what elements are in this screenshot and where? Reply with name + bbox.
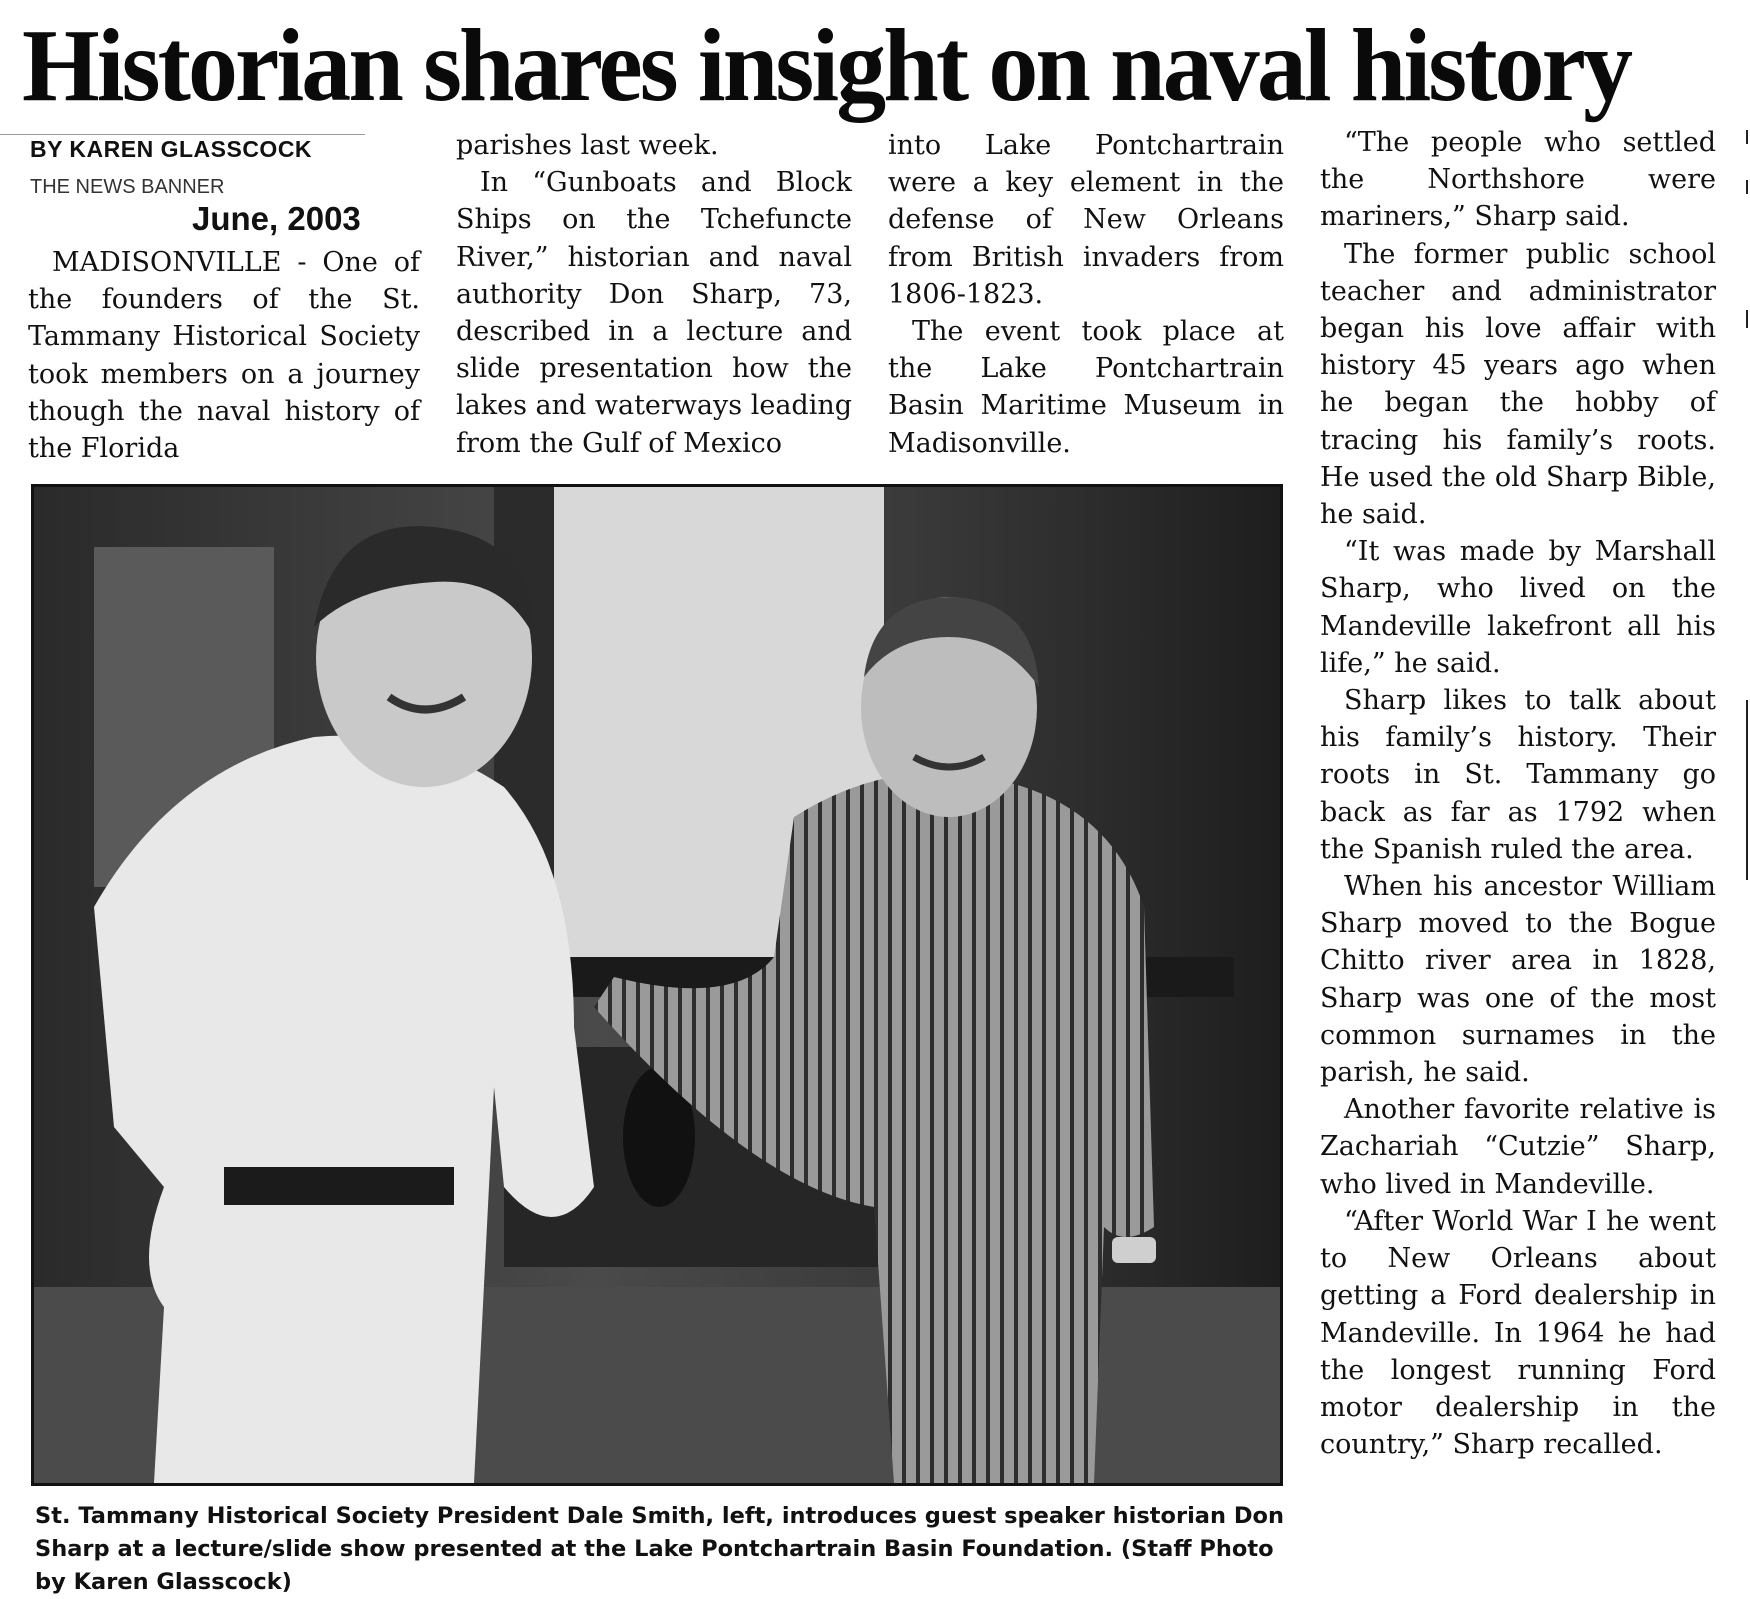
paragraph: When his ancestor William Sharp moved to the Bogue Chitto river area in 1828, Sharp was one of the most common surnames in the parish, he said.	[1320, 871, 1716, 1089]
paragraph: The event took place at the Lake Pontchartrain Basin Maritime Museum in Madisonville.	[888, 316, 1284, 459]
paragraph: Sharp likes to talk about his family’s history. Their roots in St. Tammany go back as far as 1792 when the Spanish ruled the area.	[1320, 685, 1716, 865]
article-column-2	[456, 127, 852, 462]
news-photo	[31, 484, 1283, 1486]
edge-mark	[1746, 700, 1748, 880]
paragraph: parishes last week.	[456, 130, 719, 161]
top-rule	[0, 134, 365, 135]
byline: BY KAREN GLASSCOCK	[30, 136, 313, 162]
publication-date: June, 2003	[192, 200, 361, 237]
article-column-1	[28, 244, 420, 467]
photo-illustration	[34, 487, 1280, 1483]
paragraph: In “Gunboats and Block Ships on the Tchefuncte River,” historian and naval authority Don Sharp, 73, described in a lecture and slide presentation how the lakes and waterways leading from the Gulf of Mexico	[456, 167, 853, 459]
article-column-3	[888, 127, 1284, 462]
paragraph: “It was made by Marshall Sharp, who lived on the Mandeville lakefront all his life,” he said.	[1320, 536, 1716, 679]
photo-caption: St. Tammany Historical Society President Dale Smith, left, introduces guest speaker historian Don Sharp at a lecture/slide show presented at the Lake Pontchartrain Basin Foundation. (Staff Photo by Karen Glasscock)	[35, 1503, 1284, 1595]
adjacent-column-edge	[1738, 120, 1750, 880]
paragraph: into Lake Pontchartrain were a key element in the defense of New Orleans from British invaders from 1806-1823.	[888, 130, 1284, 310]
publication-name: THE NEWS BANNER	[30, 176, 225, 198]
headline: Historian shares insight on naval history	[22, 8, 1631, 123]
paragraph: MADISONVILLE - One of the founders of the St. Tammany Historical Society took members on a journey though the naval history of the Florida	[28, 247, 420, 465]
paragraph: The former public school teacher and administrator began his love affair with history 45 years ago when he began the hobby of tracing his family’s roots. He used the old Sharp Bible, he said.	[1320, 238, 1716, 531]
edge-mark	[1746, 310, 1748, 328]
article-column-4	[1320, 124, 1716, 1463]
edge-mark	[1746, 130, 1748, 144]
paragraph: “The people who settled the Northshore were mariners,” Sharp said.	[1320, 127, 1716, 233]
paragraph: Another favorite relative is Zachariah “Cutzie” Sharp, who lived in Mandeville.	[1320, 1094, 1716, 1200]
paragraph: “After World War I he went to New Orleans about getting a Ford dealership in Mandeville. In 1964 he had the longest running Ford motor dealership in the country,” Sharp recalled.	[1320, 1205, 1716, 1461]
edge-mark	[1746, 180, 1748, 194]
